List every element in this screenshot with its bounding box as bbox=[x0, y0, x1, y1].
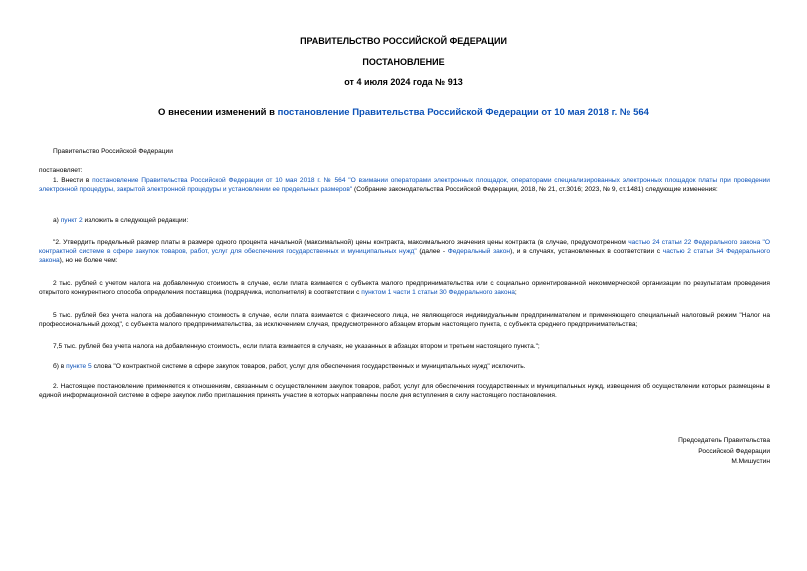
government-heading: ПРАВИТЕЛЬСТВО РОССИЙСКОЙ ФЕДЕРАЦИИ bbox=[300, 36, 507, 46]
paragraph-6: 2. Настоящее постановление применяется к отношениям, связанным с осуществлением закупок товаров, работ, услуг для обеспечения государственных и муниципальных нужд, извещения об осуществлении которых размещены в единой информационной системе в сфере закупок либо приглашения принять участие в которых направлены после дня вступления в силу настоящего постановления. bbox=[39, 383, 770, 400]
subparagraph-a-text-a: а) bbox=[53, 217, 61, 224]
point-2-link[interactable]: пункт 2 bbox=[60, 217, 83, 224]
signature-name: М.Мишустин bbox=[731, 458, 770, 465]
document-type: ПОСТАНОВЛЕНИЕ bbox=[362, 57, 445, 67]
paragraph-3-text-a: 2 тыс. рублей с учетом налога на добавленную стоимость в случае, если плата взимается с субъекта малого предпринимательства или с социально ориентированной некоммерческой организации по результатам проведения открытого конкурентного способа определения поставщика (подрядчика, исполнителя) в соответствии с bbox=[39, 280, 770, 297]
issuer-line: Правительство Российской Федерации bbox=[53, 148, 173, 155]
subparagraph-b bbox=[39, 362, 770, 371]
subparagraph-a bbox=[39, 216, 770, 225]
paragraph-1 bbox=[39, 176, 770, 194]
signature-position: Председатель Правительства bbox=[678, 437, 770, 444]
paragraph-4: 5 тыс. рублей без учета налога на добавленную стоимость в случае, если плата взимается с физического лица, не являющегося индивидуальным предпринимателем и применяющего специальный налоговый режим "Налог на профессиональный доход", с субъекта малого предпринимательства, за исключением случая, предусмотренного абзацем вторым настоящего пункта, с субъекта среднего предпринимательства; bbox=[39, 312, 770, 329]
paragraph-2-text-a: "2. Утвердить предельный размер платы в размере одного процента начальной (максимальной) цены контракта, максимального значения цены контракта (в случае, предусмотренном bbox=[53, 239, 629, 246]
decree-564-link[interactable]: постановление Правительства Российской Федерации от 10 мая 2018 г. № 564 "О взимании операторами электронных площадок, операторами специализированных электронных площадок платы при проведении электронной процедуры, закрытой электронной процедуры и установлении ее предельных размеров" bbox=[39, 177, 770, 194]
document-title bbox=[0, 107, 807, 118]
paragraph-2-text-b: (далее - bbox=[416, 248, 448, 256]
title-prefix: О внесении изменений в bbox=[158, 107, 278, 118]
document-date-number: от 4 июля 2024 года № 913 bbox=[344, 77, 463, 87]
paragraph-1-text-a: 1. Внести в bbox=[53, 177, 93, 184]
signature-country: Российской Федерации bbox=[698, 447, 770, 455]
signature-block bbox=[678, 436, 770, 468]
subparagraph-a-text-b: изложить в следующей редакции: bbox=[82, 217, 189, 224]
paragraph-5: 7,5 тыс. рублей без учета налога на добавленную стоимость, если плата взимается в случаях, не указанных в абзацах втором и третьем настоящего пункта."; bbox=[53, 343, 540, 350]
subparagraph-b-text-b: слова "О контрактной системе в сфере закупок товаров, работ, услуг для обеспечения государственных и муниципальных нужд" исключить. bbox=[91, 363, 526, 370]
paragraph-1-text-b: (Собрание законодательства Российской Федерации, 2018, № 21, ст.3016; 2023, № 9, ст.1481) следующие изменения: bbox=[352, 186, 718, 194]
subparagraph-b-text-a: б) в bbox=[53, 363, 67, 370]
paragraph-2-text-c: ), и в случаях, установленных в соответствии с bbox=[510, 248, 663, 256]
point-5-link[interactable]: пункте 5 bbox=[66, 363, 92, 370]
title-decree-link[interactable]: постановление Правительства Российской Федерации от 10 мая 2018 г. № 564 bbox=[277, 107, 649, 118]
article-22-part-24-link[interactable]: частью 24 статьи 22 Федерального закона "О контрактной системе в сфере закупок товаров, работ, услуг для обеспечения государственных и муниципальных нужд" bbox=[39, 239, 770, 256]
decrees-line: постановляет: bbox=[39, 167, 83, 174]
paragraph-2-text-d: ), но не более чем: bbox=[59, 257, 118, 265]
paragraph-3-text-b: ; bbox=[514, 289, 517, 297]
article-30-link[interactable]: пунктом 1 части 1 статьи 30 Федерального закона bbox=[361, 289, 515, 297]
federal-law-link[interactable]: Федеральный закон bbox=[447, 248, 511, 256]
article-34-part-2-link[interactable]: частью 2 статьи 34 Федерального закона bbox=[39, 248, 770, 265]
paragraph-3 bbox=[39, 279, 770, 297]
paragraph-2 bbox=[39, 238, 770, 266]
